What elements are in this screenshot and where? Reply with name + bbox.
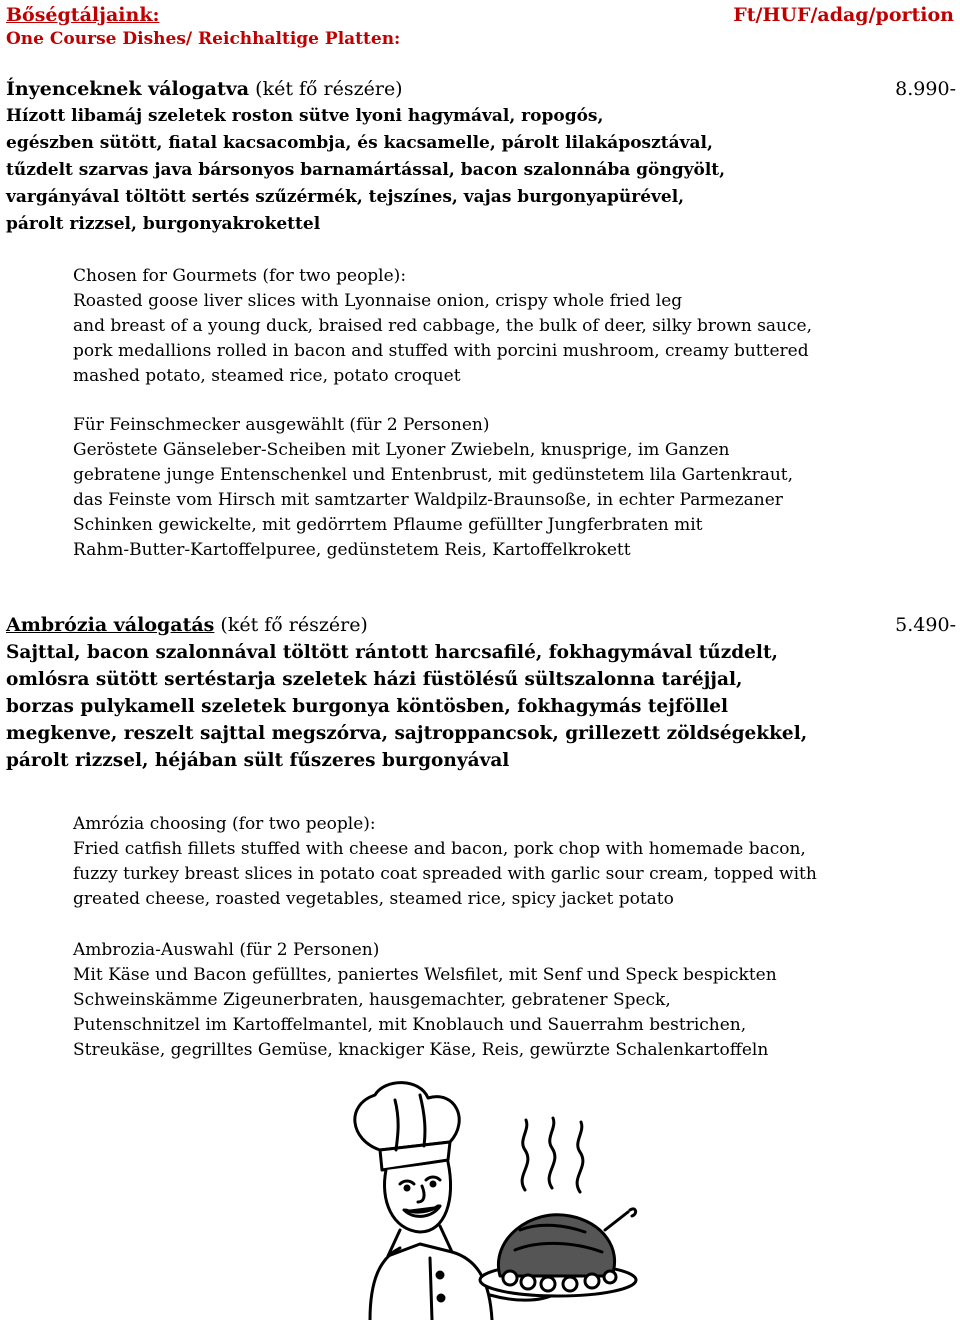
menu-header (6, 4, 400, 52)
dish-note: (két fő részére) (220, 614, 368, 636)
translation-line: Streukäse, gegrilltes Gemüse, knackiger Käse, Reis, gewürzte Schalenkartoffeln (73, 1040, 769, 1060)
dish-name: Ínyenceknek válogatva (6, 78, 250, 100)
dish-price: 8.990- (895, 78, 956, 100)
description-line: borzas pulykamell szeletek burgonya köntösben, fokhagymás tejföllel (6, 696, 729, 717)
translation-heading: Amrózia choosing (for two people): (73, 814, 376, 834)
translation-line: Mit Käse und Bacon gefülltes, paniertes Welsfilet, mit Senf und Speck bespickten (73, 965, 777, 985)
translation-heading: Ambrozia-Auswahl (für 2 Personen) (73, 940, 380, 960)
menu-title: Bőségtáljaink: (6, 4, 160, 26)
dish-ambrosia-platter (6, 612, 956, 1063)
translation-line: Schweinskämme Zigeunerbraten, hausgemachter, gebratener Speck, (73, 990, 671, 1010)
description-line: vargányával töltött sertés szűzérmék, tejszínes, vajas burgonyapürével, (6, 187, 685, 207)
translation-heading: Chosen for Gourmets (for two people): (73, 266, 407, 286)
translation-line: Fried catfish fillets stuffed with cheese and bacon, pork chop with homemade bacon, (73, 839, 806, 859)
translation-line: pork medallions rolled in bacon and stuffed with porcini mushroom, creamy buttered (73, 341, 809, 361)
dish-name: Ambrózia válogatás (6, 614, 215, 636)
description-line: tűzdelt szarvas java bársonyos barnamártással, bacon szalonnába göngyölt, (6, 160, 726, 180)
translation-line: gebratene junge Entenschenkel und Entenbrust, mit gedünstetem lila Gartenkraut, (73, 465, 794, 485)
translation-line: fuzzy turkey breast slices in potato coat spreaded with garlic sour cream, topped with (73, 864, 817, 884)
spacer (73, 912, 956, 938)
description-line: omlósra sütött sertéstarja szeletek házi füstölésű sültszalonna taréjjal, (6, 669, 743, 690)
dish-heading (6, 612, 956, 639)
translation-line: Rahm-Butter-Kartoffelpuree, gedünstetem Reis, Kartoffelkrokett (73, 540, 631, 560)
dish-price: 5.490- (895, 614, 956, 636)
dish-heading (6, 76, 956, 103)
translation-line: mashed potato, steamed rice, potato croquet (73, 366, 461, 386)
dish-gourmet-platter (6, 76, 956, 563)
description-line: megkenve, reszelt sajttal megszórva, sajtroppancsok, grillezett zöldségekkel, (6, 723, 808, 744)
dish-description (6, 103, 956, 238)
price-unit: Ft/HUF/adag/portion (733, 4, 954, 26)
description-line: Sajttal, bacon szalonnával töltött rántott harcsafilé, fokhagymával tűzdelt, (6, 642, 778, 663)
translation-line: Geröstete Gänseleber-Scheiben mit Lyoner Zwiebeln, knusprige, im Ganzen (73, 440, 730, 460)
english-translation (73, 264, 956, 563)
translation-line: and breast of a young duck, braised red cabbage, the bulk of deer, silky brown sauce, (73, 316, 812, 336)
description-line: párolt rizzsel, héjában sült fűszeres burgonyával (6, 750, 510, 771)
translation-line: Schinken gewickelte, mit gedörrtem Pflaume gefüllter Jungferbraten mit (73, 515, 703, 535)
translation-heading: Für Feinschmecker ausgewählt (für 2 Personen) (73, 415, 490, 435)
translation-line: greated cheese, roasted vegetables, steamed rice, spicy jacket potato (73, 889, 674, 909)
english-translation (73, 812, 956, 1063)
dish-description (6, 639, 956, 774)
translation-line: Putenschnitzel im Kartoffelmantel, mit Knoblauch und Sauerrahm bestrichen, (73, 1015, 747, 1035)
description-line: Hízott libamáj szeletek roston sütve lyoni hagymával, ropogós, (6, 106, 604, 126)
translation-line: Roasted goose liver slices with Lyonnaise onion, crispy whole fried leg (73, 291, 683, 311)
description-line: egészben sütött, fiatal kacsacombja, és kacsamelle, párolt lilakáposztával, (6, 133, 713, 153)
chef-with-roast-icon (340, 1080, 640, 1320)
dish-note: (két fő részére) (255, 78, 403, 100)
menu-subtitle: One Course Dishes/ Reichhaltige Platten: (6, 29, 401, 49)
translation-line: das Feinste vom Hirsch mit samtzarter Waldpilz-Braunsoße, in echter Parmezaner (73, 490, 783, 510)
spacer (73, 389, 956, 413)
description-line: párolt rizzsel, burgonyakrokettel (6, 214, 321, 234)
